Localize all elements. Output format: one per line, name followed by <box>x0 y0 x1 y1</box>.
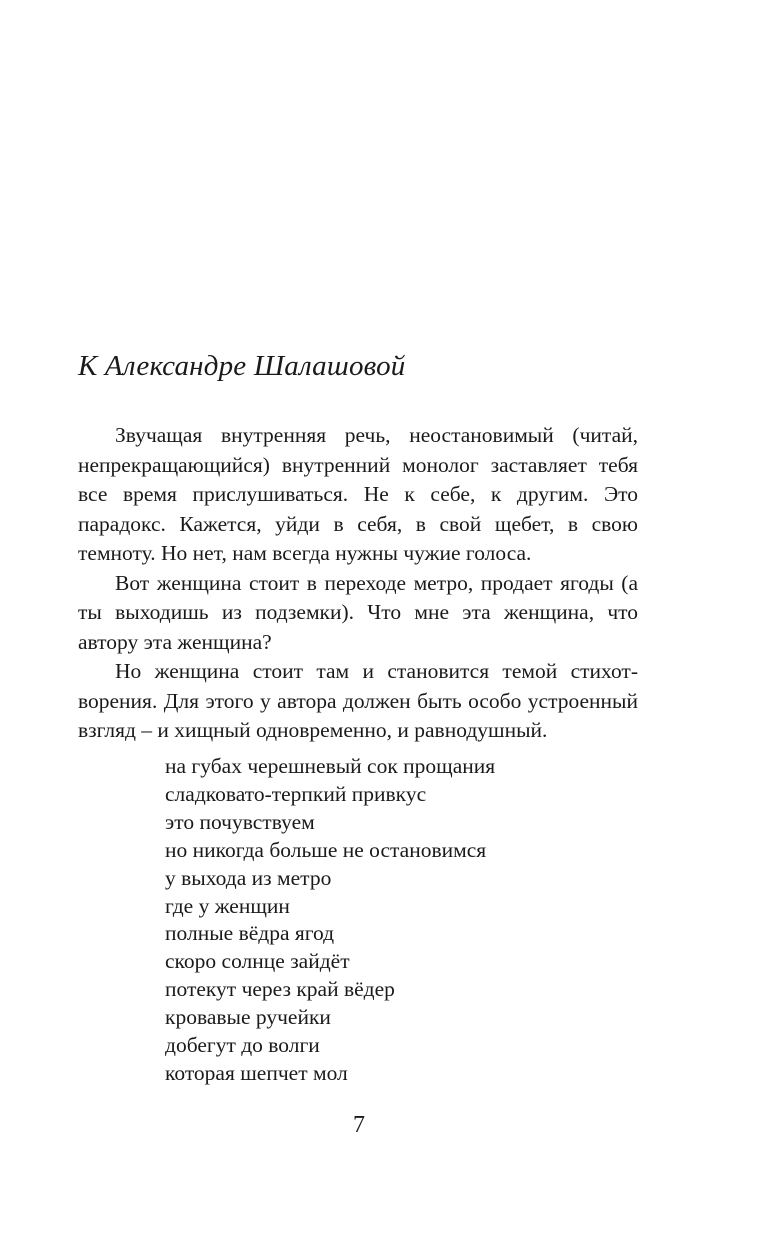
poem-line: сладковато-терпкий привкус <box>165 781 427 806</box>
poem-line: кровавые ручейки <box>165 1005 331 1030</box>
poem-line: полные вёдра ягод <box>165 921 335 946</box>
poem-excerpt <box>165 753 635 1088</box>
paragraph: Звучащая внутренняя речь, неостановимый (читай, непрекращающийся) внутренний монолог заставляет тебя все время прислушиваться. Не к себе, к другим. Это парадокс. Кажется, уйди в себя, в свой щебет, в свою темноту. Но нет, нам всегда нужны чужие голоса. <box>78 423 638 565</box>
poem-line: но никогда больше не остановимся <box>165 837 487 862</box>
paragraph: Вот женщина стоит в переходе метро, продает ягоды (а ты выходишь из подземки). Что мне эта женщина, что автору эта женщина? <box>78 570 638 654</box>
poem-line: на губах черешневый сок прощания <box>165 754 496 778</box>
poem-line: которая шепчет мол <box>165 1060 348 1085</box>
section-heading: К Александре Шалашовой <box>78 350 406 382</box>
poem-line: у выхода из метро <box>165 865 332 890</box>
page-number: 7 <box>353 1112 365 1138</box>
poem-line: скоро солнце зайдёт <box>165 949 350 974</box>
poem-line: добегут до волги <box>165 1033 320 1058</box>
poem-line: где у женщин <box>165 893 290 918</box>
poem-line: это почувствуем <box>165 809 315 834</box>
poem-line: потекут через край вёдер <box>165 977 395 1002</box>
paragraph: Но женщина стоит там и становится темой стихотворения. Для этого у автора должен быть особо устроенный взгляд – и хищный одновременно, и равнодушный. <box>78 659 638 742</box>
prose-body <box>78 421 638 746</box>
